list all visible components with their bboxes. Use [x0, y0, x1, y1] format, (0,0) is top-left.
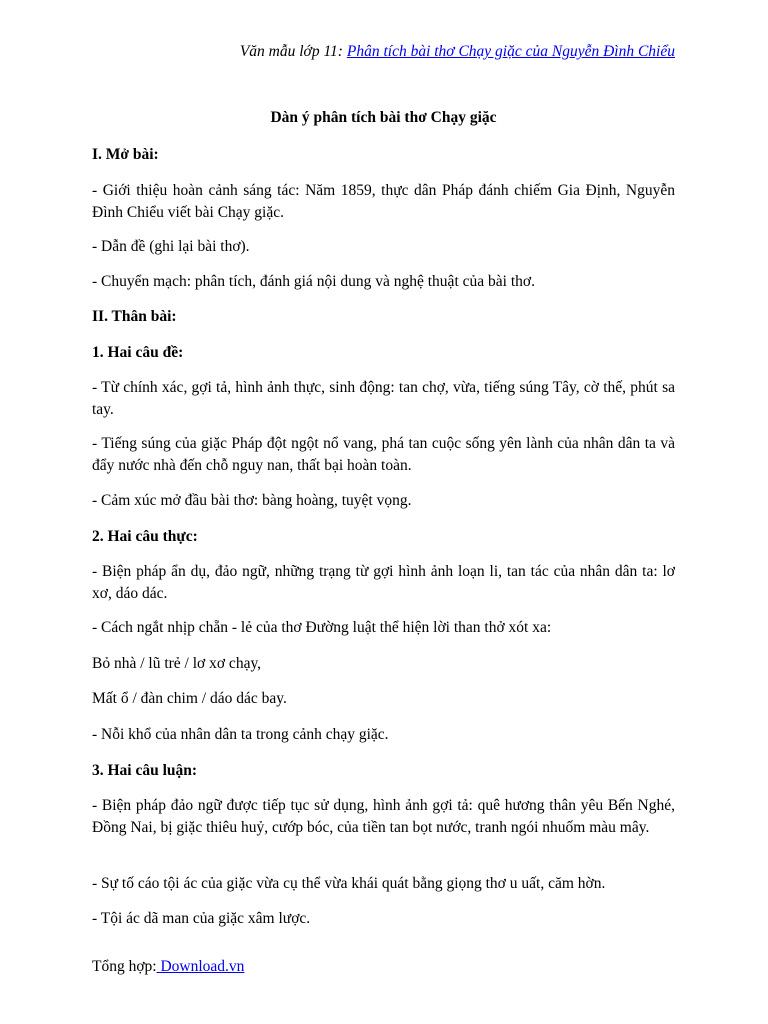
- intro-paragraph-2: - Dẫn đề (ghi lại bài thơ).: [92, 238, 250, 255]
- subsection-heading-thuc: 2. Hai câu thực:: [92, 528, 198, 545]
- intro-paragraph-3: - Chuyển mạch: phân tích, đánh giá nội dung và nghệ thuật của bài thơ.: [92, 273, 535, 290]
- subsection-heading-de: 1. Hai câu đề:: [92, 344, 184, 361]
- thuc-paragraph-1: - Biện pháp ẩn dụ, đảo ngữ, những trạng từ gợi hình ảnh loạn li, tan tác của nhân dân ta: lơ xơ, dáo dác.: [92, 563, 675, 602]
- de-paragraph-2: - Tiếng súng của giặc Pháp đột ngột nổ vang, phá tan cuộc sống yên lành của nhân dân ta và đẩy nước nhà đến chỗ nguy nan, thất bại hoàn toàn.: [92, 435, 675, 474]
- de-paragraph-3: - Cảm xúc mở đầu bài thơ: bàng hoàng, tuyệt vọng.: [92, 492, 412, 509]
- luan-paragraph-3: - Tội ác dã man của giặc xâm lược.: [92, 910, 311, 927]
- thuc-verse-1: Bỏ nhà / lũ trẻ / lơ xơ chạy,: [92, 655, 262, 672]
- footer-source-link[interactable]: Download.vn: [156, 958, 245, 975]
- subsection-heading-luan: 3. Hai câu luận:: [92, 762, 198, 779]
- section-heading-body: II. Thân bài:: [92, 308, 177, 325]
- page-footer: [92, 958, 244, 976]
- header-prefix: Văn mẫu lớp 11:: [239, 43, 347, 60]
- luan-paragraph-1: - Biện pháp đảo ngữ được tiếp tục sử dụng, hình ảnh gợi tả: quê hương thân yêu Bến Nghé, Đồng Nai, bị giặc thiêu huỷ, cướp bóc, của tiền tan bọt nước, tranh ngói nhuốm màu mây.: [92, 797, 675, 836]
- footer-prefix: Tổng hợp:: [92, 958, 157, 975]
- intro-paragraph-1: - Giới thiệu hoàn cảnh sáng tác: Năm 1859, thực dân Pháp đánh chiếm Gia Định, Nguyễn Đình Chiểu viết bài Chạy giặc.: [92, 182, 675, 221]
- document-title: Dàn ý phân tích bài thơ Chạy giặc: [270, 109, 497, 126]
- thuc-paragraph-3: - Nỗi khổ của nhân dân ta trong cảnh chạy giặc.: [92, 726, 389, 743]
- document-page: [92, 0, 675, 1024]
- thuc-paragraph-2: - Cách ngắt nhịp chẵn - lẻ của thơ Đường luật thể hiện lời than thở xót xa:: [92, 619, 552, 636]
- section-heading-intro: I. Mở bài:: [92, 146, 159, 163]
- de-paragraph-1: - Từ chính xác, gợi tả, hình ảnh thực, sinh động: tan chợ, vừa, tiếng súng Tây, cờ thế, phút sa tay.: [92, 379, 675, 418]
- page-header: [240, 43, 675, 61]
- thuc-verse-2: Mất ổ / đàn chim / dáo dác bay.: [92, 690, 287, 707]
- header-article-link[interactable]: Phân tích bài thơ Chạy giặc của Nguyễn Đình Chiểu: [346, 43, 675, 60]
- luan-paragraph-2: - Sự tố cáo tội ác của giặc vừa cụ thể vừa khái quát bằng giọng thơ u uất, căm hờn.: [92, 875, 606, 892]
